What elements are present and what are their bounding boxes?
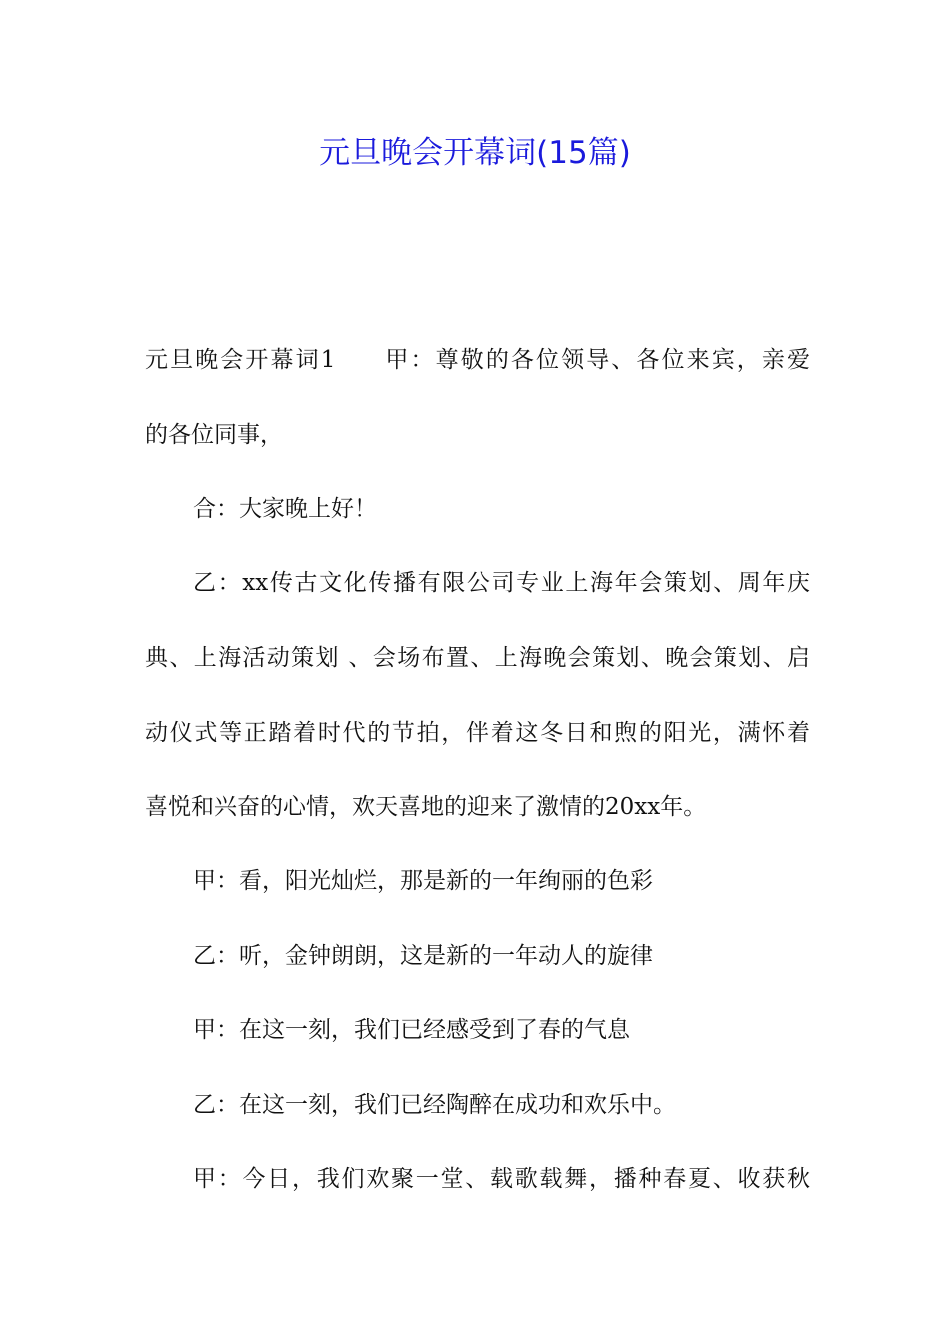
paragraph-line-2: 的各位同事，	[145, 422, 283, 448]
paragraph-line-7: 喜悦和兴奋的心情，欢天喜地的迎来了激情的20xx年。	[145, 794, 707, 820]
paragraph-line-12: 甲：今日，我们欢聚一堂、载歌载舞，播种春夏、收获秋	[193, 1166, 810, 1192]
paragraph-line-4: 乙：xx传古文化传播有限公司专业上海年会策划、周年庆	[193, 570, 810, 596]
paragraph-line-11: 乙：在这一刻，我们已经陶醉在成功和欢乐中。	[193, 1092, 676, 1118]
line-text: 甲：尊敬的各位领导、各位来宾，亲爱	[383, 347, 810, 373]
paragraph-line-5: 典、上海活动策划 、会场布置、上海晚会策划、晚会策划、启	[145, 645, 810, 671]
paragraph-line-10: 甲：在这一刻，我们已经感受到了春的气息	[193, 1017, 630, 1043]
paragraph-line-8: 甲：看，阳光灿烂，那是新的一年绚丽的色彩	[193, 868, 653, 894]
paragraph-line-6: 动仪式等正踏着时代的节拍，伴着这冬日和煦的阳光，满怀着	[145, 720, 810, 746]
paragraph-line-1	[145, 343, 810, 377]
paragraph-line-9: 乙：听，金钟朗朗，这是新的一年动人的旋律	[193, 943, 653, 969]
paragraph-line-3: 合：大家晚上好！	[193, 496, 377, 522]
document-title: 元旦晚会开幕词(15篇)	[319, 135, 631, 171]
section-heading: 元旦晚会开幕词1	[145, 347, 336, 373]
